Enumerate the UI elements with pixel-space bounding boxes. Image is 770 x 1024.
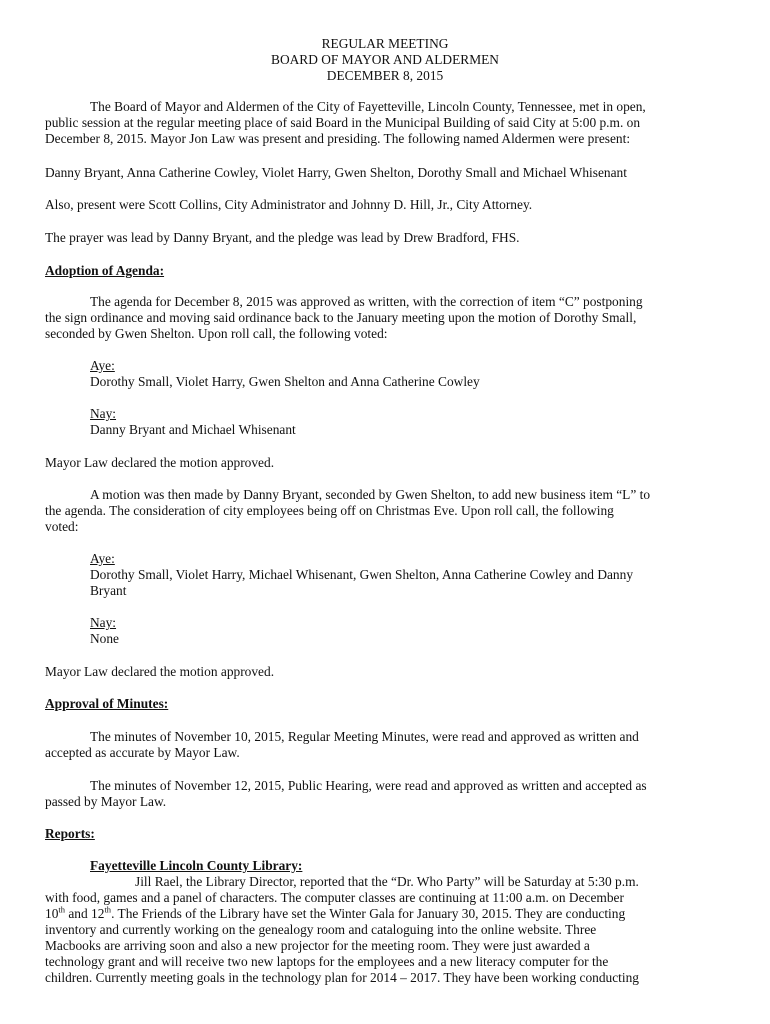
vote2-aye-names-line-2: Bryant	[90, 583, 127, 598]
prayer-pledge-paragraph: The prayer was lead by Danny Bryant, and the pledge was lead by Drew Bradford, FHS.	[45, 230, 520, 245]
also-present-paragraph: Also, present were Scott Collins, City Administrator and Johnny D. Hill, Jr., City Attorney.	[45, 197, 533, 212]
board-title: BOARD OF MAYOR AND ALDERMEN	[271, 52, 499, 67]
vote1-aye-names: Dorothy Small, Violet Harry, Gwen Shelton and Anna Catherine Cowley	[90, 374, 480, 389]
intro-line-3: December 8, 2015. Mayor Jon Law was present and presiding. The following named Aldermen were present:	[45, 131, 631, 146]
minutes-nov10-line-1: The minutes of November 10, 2015, Regular Meeting Minutes, were read and approved as written and	[90, 729, 639, 744]
motion2-line-3: voted:	[45, 519, 79, 534]
intro-line-1: The Board of Mayor and Aldermen of the City of Fayetteville, Lincoln County, Tennessee, met in open,	[90, 99, 646, 114]
meeting-type-title: REGULAR MEETING	[321, 36, 449, 51]
agenda-paragraph-line-3: seconded by Gwen Shelton. Upon roll call, the following voted:	[45, 326, 388, 341]
vote2-aye-names-line-1: Dorothy Small, Violet Harry, Michael Whisenant, Gwen Shelton, Anna Catherine Cowley and Danny	[90, 567, 634, 582]
library-report-line-2: with food, games and a panel of characters. The computer classes are continuing at 11:00 a.m. on December	[45, 890, 624, 905]
motion2-line-2: the agenda. The consideration of city employees being off on Christmas Eve. Upon roll call, the following	[45, 503, 614, 518]
agenda-paragraph-line-1: The agenda for December 8, 2015 was approved as written, with the correction of item “C” postponing	[90, 294, 643, 309]
library-report-line-1: Jill Rael, the Library Director, reported that the “Dr. Who Party” will be Saturday at 5:30 p.m.	[135, 874, 639, 889]
agenda-section-heading: Adoption of Agenda:	[45, 263, 165, 278]
library-report-line-6: technology grant and will receive two new laptops for the employees and a new literacy computer for the	[45, 954, 609, 969]
library-report-line-4: inventory and currently working on the genealogy room and cataloguing into the online website. Three	[45, 922, 597, 937]
motion2-line-1: A motion was then made by Danny Bryant, seconded by Gwen Shelton, to add new business item “L” to	[90, 487, 651, 502]
motion2-declared: Mayor Law declared the motion approved.	[45, 664, 275, 679]
vote1-aye-label: Aye:	[90, 358, 115, 373]
vote2-nay-label: Nay:	[90, 615, 117, 630]
minutes-nov10-line-2: accepted as accurate by Mayor Law.	[45, 745, 240, 760]
vote2-aye-label: Aye:	[90, 551, 115, 566]
library-report-heading: Fayetteville Lincoln County Library:	[90, 858, 303, 873]
motion1-declared: Mayor Law declared the motion approved.	[45, 455, 275, 470]
meeting-date-title: DECEMBER 8, 2015	[326, 68, 444, 83]
library-report-line-5: Macbooks are arriving soon and also a new projector for the meeting room. They were just awarded a	[45, 938, 590, 953]
agenda-paragraph-line-2: the sign ordinance and moving said ordinance back to the January meeting upon the motion of Dorothy Small,	[45, 310, 637, 325]
intro-line-2: public session at the regular meeting place of said Board in the Municipal Building of said City at 5:00 p.m. on	[45, 115, 641, 130]
minutes-nov12-line-1: The minutes of November 12, 2015, Public Hearing, were read and approved as written and accepted as	[90, 778, 647, 793]
vote2-nay-names: None	[90, 631, 120, 646]
vote1-nay-label: Nay:	[90, 406, 117, 421]
minutes-nov12-line-2: passed by Mayor Law.	[45, 794, 167, 809]
vote1-nay-names: Danny Bryant and Michael Whisenant	[90, 422, 296, 437]
minutes-section-heading: Approval of Minutes:	[45, 696, 169, 711]
library-report-line-7: children. Currently meeting goals in the technology plan for 2014 – 2017. They have been working conducting	[45, 970, 640, 985]
library-report-line-3: 10th and 12th. The Friends of the Library have set the Winter Gala for January 30, 2015. They are conducting	[45, 904, 626, 921]
reports-section-heading: Reports:	[45, 826, 95, 841]
aldermen-present-list: Danny Bryant, Anna Catherine Cowley, Violet Harry, Gwen Shelton, Dorothy Small and Michael Whisenant	[45, 165, 627, 180]
